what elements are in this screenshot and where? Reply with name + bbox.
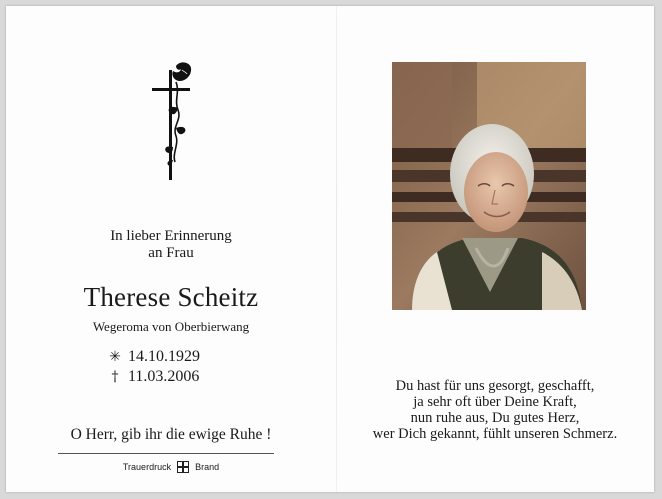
remembrance-line-1: In lieber Erinnerung xyxy=(110,228,232,244)
death-row xyxy=(102,367,200,387)
deceased-title: Wegeroma von Oberbierwang xyxy=(92,319,250,334)
birth-star-icon: ✳ xyxy=(109,349,121,365)
deceased-name: Therese Scheitz xyxy=(83,282,259,312)
memorial-card xyxy=(6,6,654,492)
prayer-text: O Herr, gib ihr die ewige Ruhe ! xyxy=(70,426,272,443)
poem-line: Du hast für uns gesorgt, geschafft, xyxy=(395,378,595,394)
poem xyxy=(336,378,654,442)
printer-name: Brand xyxy=(195,462,220,472)
cross-with-rose-icon xyxy=(142,62,202,182)
poem-line: nun ruhe aus, Du gutes Herz, xyxy=(410,410,580,426)
divider xyxy=(58,453,274,454)
poem-line: ja sehr oft über Deine Kraft, xyxy=(413,394,577,410)
death-date: 11.03.2006 xyxy=(128,368,200,385)
birth-row xyxy=(102,347,200,367)
printer-imprint xyxy=(6,461,336,473)
poem-line: wer Dich gekannt, fühlt unseren Schmerz. xyxy=(372,426,618,442)
death-cross-icon: † xyxy=(111,369,119,385)
life-dates xyxy=(102,347,200,387)
portrait-photo xyxy=(392,62,586,310)
printer-label: Trauerdruck xyxy=(122,462,172,472)
remembrance-heading xyxy=(6,228,336,262)
printer-cross-logo-icon xyxy=(177,461,189,473)
remembrance-line-2: an Frau xyxy=(148,245,194,261)
birth-date: 14.10.1929 xyxy=(128,348,200,365)
